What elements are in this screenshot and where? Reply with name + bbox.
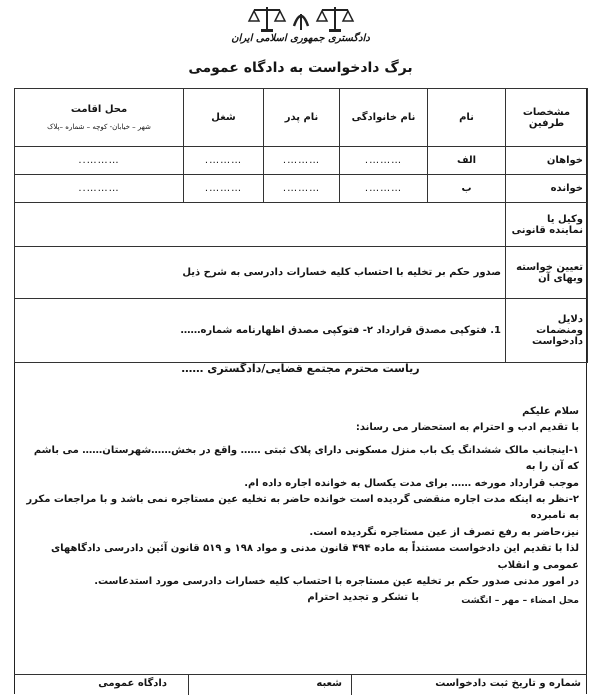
plaintiff-name: الف (428, 147, 506, 175)
header-job: شغل (184, 89, 264, 147)
defendant-name: ب (428, 175, 506, 203)
form-title: برگ دادخواست به دادگاه عمومی (188, 60, 413, 76)
plaintiff-family: ………. (340, 147, 428, 175)
paragraph-3b: در امور مدنی صدور حکم بر تخلیه عین مستاجره با احتساب کلیه خسارات دادرسی مورد استدعاست. (94, 576, 579, 588)
paragraph-2a: ۲-نظر به اینکه مدت اجاره منقضی گردیده است خوانده حاضر به تخلیه عین مستاجره نمی باشد و با مراجعات مکرر به نامبرده (26, 494, 579, 522)
claim-row (15, 247, 588, 299)
defendant-family: ………. (340, 175, 428, 203)
footer-registration: شماره و تاریخ ثبت دادخواست (435, 678, 581, 689)
signature-line: محل امضاء – مهر – انگشت (461, 596, 579, 606)
court-name: دادگستری جمهوری اسلامی ایران (231, 33, 370, 44)
table-header-row (15, 89, 588, 147)
defendant-job: ………. (184, 175, 264, 203)
header-specs: مشخصات طرفین (506, 89, 588, 147)
scales-of-justice-icon (246, 4, 356, 34)
defendant-label: خوانده (506, 175, 588, 203)
footer-court: دادگاه عمومی (98, 678, 167, 689)
greeting: سلام علیکم (522, 406, 579, 417)
lawyer-row (15, 203, 588, 247)
plaintiff-label: خواهان (506, 147, 588, 175)
lawyer-label: وکیل یا نماینده قانونی (506, 203, 588, 247)
defendant-residence: ……….. (15, 175, 184, 203)
lawyer-value (15, 203, 506, 247)
claim-text: صدور حکم بر تخلیه با احتساب کلیه خسارات دادرسی به شرح ذیل (15, 247, 506, 299)
paragraph-1b: موجب قرارداد مورخه …… برای مدت یکسال به خوانده اجاره داده ام. (244, 477, 579, 489)
letter-addressee: ریاست محترم مجتمع قضایی/دادگستری …… (181, 362, 420, 375)
footer-branch: شعبه (316, 678, 342, 689)
paragraph-3a: لذا با تقدیم این دادخواست مستنداً به ماده ۴۹۴ قانون مدنی و مواد ۱۹۸ و ۵۱۹ قانون آئین دادرسی دادگاههای عمومی و انقلاب (50, 543, 579, 571)
letter-body (22, 404, 579, 607)
plaintiff-job: ………. (184, 147, 264, 175)
header-name: نام (428, 89, 506, 147)
claim-label: تعیین خواسته وبهای آن (506, 247, 588, 299)
plaintiff-father: ………. (264, 147, 340, 175)
defendant-father: ………. (264, 175, 340, 203)
paragraph-1a: ۱-اینجانب مالک ششدانگ یک باب منزل مسکونی دارای پلاک ثبتی …… واقع در بخش……شهرستان…… می باشم که آن را به (33, 444, 579, 473)
header-father: نام پدر (264, 89, 340, 147)
residence-hint: شهر – خیابان- کوچه – شماره –پلاک (47, 123, 151, 131)
evidence-row (15, 299, 588, 363)
footer-bar (14, 674, 587, 695)
evidence-label: دلایل ومنضمات دادخواست (506, 299, 588, 363)
table-row (15, 175, 588, 203)
header-family: نام خانوادگی (340, 89, 428, 147)
closing: با تشکر و تجدید احترام (307, 592, 419, 604)
evidence-text: 1. فتوکپی مصدق قرارداد ۲- فتوکپی مصدق اظهارنامه شماره…… (15, 299, 506, 363)
header-residence (15, 89, 184, 147)
residence-label: محل اقامت (70, 104, 128, 115)
plaintiff-residence: ……….. (15, 147, 184, 175)
parties-table (14, 88, 588, 363)
table-row (15, 147, 588, 175)
paragraph-2b: نیز،حاضر به رفع تصرف از عین مستاجره نگردیده است. (309, 526, 579, 538)
intro: با تقدیم ادب و احترام به استحضار می رساند: (355, 422, 579, 434)
